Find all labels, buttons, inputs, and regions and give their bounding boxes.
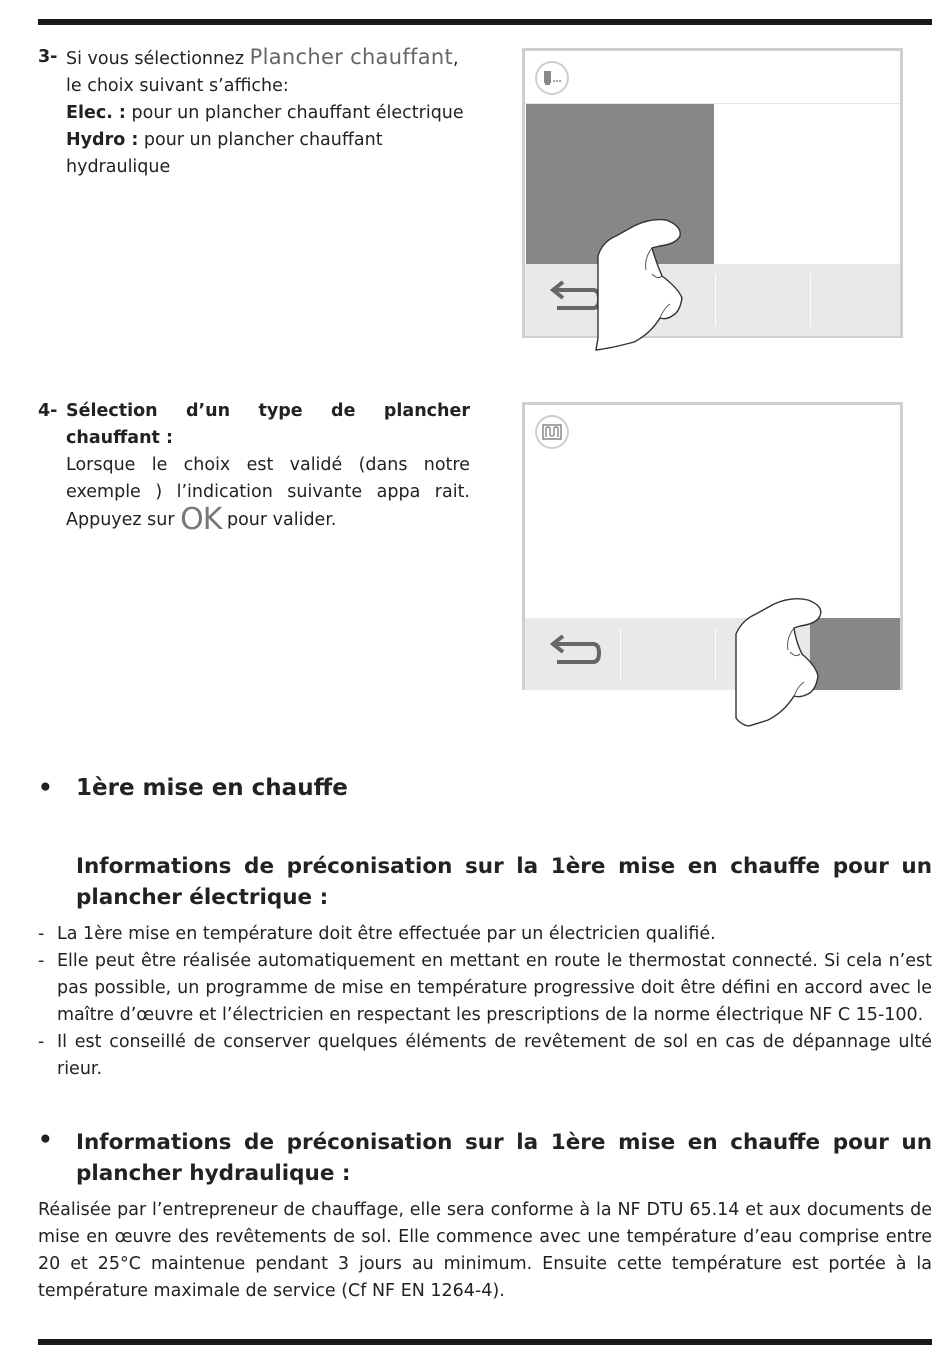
bullet-icon: • — [38, 1127, 53, 1153]
step-number: 4- — [38, 401, 58, 421]
screen-bottom-bar — [525, 264, 900, 336]
thermostat-icon — [535, 61, 569, 95]
hand-pointer-icon — [734, 596, 830, 728]
section-title: Informations de préconisation sur la 1ère mise en chauffe pour un plancher hydraulique : — [76, 1130, 932, 1186]
bullet-icon: • — [38, 775, 53, 801]
step-4 — [38, 398, 470, 537]
button-separator — [715, 274, 716, 326]
back-arrow-icon[interactable] — [545, 632, 601, 674]
subheading-electric: Informations de préconisation sur la 1ère mise en chauffe pour un plancher électrique : — [76, 854, 932, 910]
step-3 — [38, 44, 470, 181]
option-text-hydro: pour un plancher chauffant hydraulique — [66, 130, 383, 177]
step-number: 3- — [38, 47, 58, 67]
screen-illustration-1 — [522, 48, 903, 338]
step-title: Sélection d’un type de plancher chauffant : — [66, 401, 470, 448]
screen-bottom-bar — [525, 618, 900, 690]
section-title: 1ère mise en chauffe — [76, 775, 348, 801]
option-label-elec: Elec. : — [66, 103, 126, 123]
top-rule — [38, 19, 932, 25]
hand-pointer-icon — [594, 214, 690, 352]
step-text: le choix suivant s’affiche: — [66, 76, 289, 96]
button-separator — [620, 628, 621, 680]
section-heading — [38, 775, 348, 801]
list-item: - La 1ère mise en température doit être effectuée par un électricien qualifié. — [38, 921, 932, 948]
step-text: Si vous sélectionnez — [66, 49, 250, 69]
button-separator — [715, 628, 716, 680]
hydraulic-paragraph: Réalisée par l’entrepreneur de chauffage, elle sera conforme à la NF DTU 65.14 et aux documents de mise en œuvre des revêtements de sol. Elle commence avec une température d’eau comprise entre 20 et 25°C maintenue pendant 3 jours au minimum. Ensuite cette température est portée à la température maximale de service (Cf NF EN 1264-4). — [38, 1200, 932, 1301]
option-text-elec: pour un plancher chauffant électrique — [125, 103, 464, 123]
step-text: ) l’indication suivante appa rait. Appuyez sur — [66, 482, 470, 530]
option-label-hydro: Hydro : — [66, 130, 139, 150]
step-text: Lorsque le choix est validé (dans notre exemple — [66, 455, 470, 502]
highlight-term: Plancher chauffant — [249, 45, 454, 69]
heating-floor-icon — [535, 415, 569, 449]
list-item: - Il est conseillé de conserver quelques éléments de revêtement de sol en cas de dépannage ulté rieur. — [38, 1029, 932, 1083]
ok-glyph: OK — [180, 502, 222, 537]
recommendation-list — [38, 921, 932, 1083]
bottom-rule — [38, 1339, 932, 1345]
list-item: - Elle peut être réalisée automatiquement en mettant en route le thermostat connecté. Si cela n’est pas possible, un programme de mise en température progressive doit être défini en accord avec le maître d’œuvre et l’électricien en respectant les prescriptions de la norme électrique NF C 15-100. — [38, 948, 932, 1029]
section-heading-hydraulic — [38, 1127, 932, 1189]
back-arrow-icon[interactable] — [545, 278, 601, 320]
step-text: pour valider. — [221, 510, 337, 530]
punctuation: , — [453, 49, 459, 69]
screen-illustration-2 — [522, 402, 903, 690]
button-separator — [810, 274, 811, 326]
